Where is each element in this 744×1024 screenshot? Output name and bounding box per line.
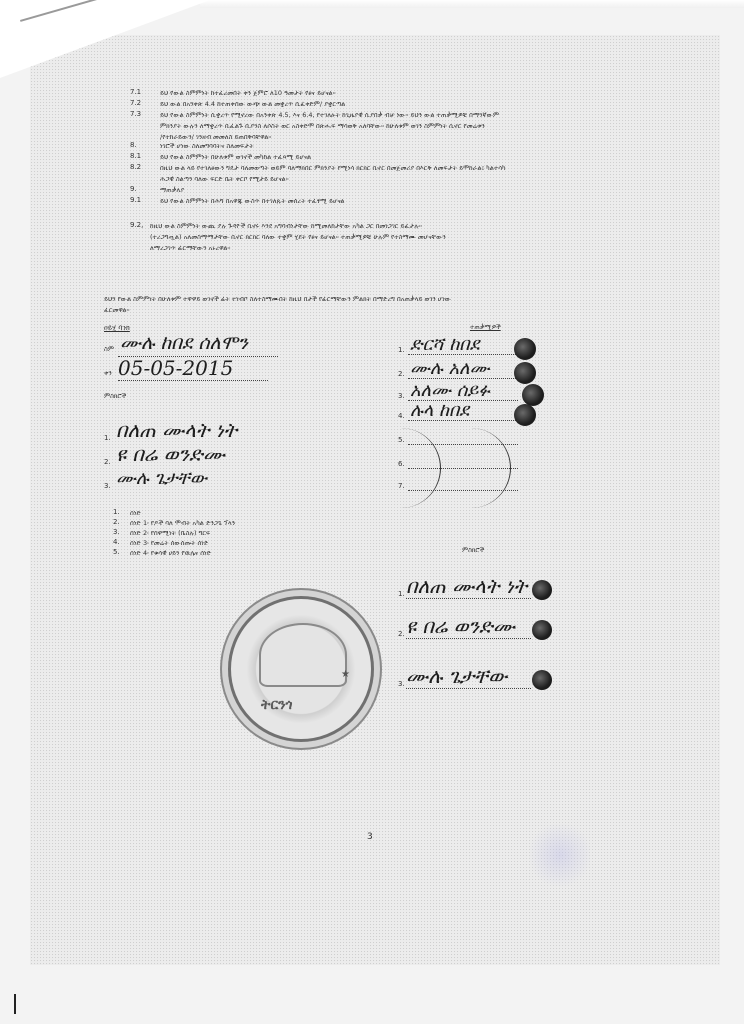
attachment-number: 1.: [113, 508, 120, 516]
clause-text-line: ይህ የውል ስምምነት ከተፈረመበት ቀን ጀምሮ ለ10 ዓመታት የፀና ይሆናል።: [160, 89, 336, 97]
clause-number: 7.2: [130, 99, 142, 107]
clause-number: 8.1: [130, 152, 142, 160]
thumbprint-icon: [532, 580, 552, 600]
contractor-number: 2.: [398, 370, 405, 378]
witness-signature: ዩ በሬ ወንድሙ: [406, 614, 515, 638]
contractor-number: 7.: [398, 482, 405, 490]
clause-number: 9.1: [130, 196, 142, 204]
clause-text-line: ሕጋዊ ስልጣን ባለው ፍርድ ቤት ቀርቦ የሚታይ ይሆናል።: [160, 175, 289, 183]
signature-line: [406, 638, 531, 639]
witnesses-title: ምስክሮች: [104, 392, 127, 400]
clause-9-2-line: ከዚህ ውል ስምምነት ውጪ ያሉ ጉዳዮች ቢኖሩ እንደ አግባብነታቸው ከሚመለከታቸው አካል ጋር በመነጋገር ይፈታሉ።: [150, 222, 422, 230]
clause-9-2-line: ለማረጋገጥ ፊርማቸውን አኑረዋል።: [150, 244, 231, 252]
contractor-number: 1.: [398, 346, 405, 354]
clause-number: 8.2: [130, 163, 142, 171]
contractor-number: 4.: [398, 412, 405, 420]
attachment-number: 3.: [113, 528, 120, 536]
date-label: ቀን: [104, 369, 112, 377]
attachment-number: 5.: [113, 548, 120, 556]
clause-number: 8.: [130, 141, 137, 149]
witness-number: 1.: [398, 590, 405, 598]
contractor-signature: ሉላ ከበደ: [410, 400, 470, 421]
seal-emblem: [259, 623, 347, 687]
official-seal-stamp: [228, 596, 374, 742]
signature-line: [406, 598, 531, 599]
witness-signature: ሙሉ ጌታቸው: [116, 468, 208, 489]
attachment-text: ሰነድ 3፡ የመሬት ሰውሰጡት ሰነድ: [130, 539, 209, 547]
clause-text-line: ይህ የውል ስምምነት ሲቋረጥ የሚኖረው በአንቀጽ 4.5, እና 6.4, የተገለፁት ከጊዜያዊ ሲያበቃ ብቻ ነው። ይህን ውል ተጠቃሚዎቹ በማንኛውም: [160, 111, 499, 119]
thumbprint-icon: [532, 670, 552, 690]
witness-signature: በለጠ ሙላት ነት: [116, 418, 238, 442]
clause-text-line: ይህ የውል ስምምነት በሁለቱም ወገኖች መካከል ተፈጻሚ ይሆናል: [160, 153, 312, 161]
clause-text-line: በዚህ ውል ላይ የተገለፀውን ግዴታ ባለመወጣት ወይም ባለማክበር ምክንያት የሚነሳ ክርክር ቢኖር በመጀመሪያ በእርቅ ለመፍታት ይሞከራል፤ ካልተሳካ: [160, 164, 506, 172]
attachment-text: ሰነድ: [130, 509, 141, 517]
contractor-number: 3.: [398, 392, 405, 400]
contractor-signature: ድርሻ ከበደ: [410, 334, 480, 355]
thumbprint-icon: [514, 338, 536, 360]
witness-number: 1.: [104, 434, 111, 442]
clause-9-2-line: (ተረጋግጧል) አለመስማማታቸው ቢኖር ክርክር ባለው ተቋም ሂደት የፀና ይሆናል። ተጠቃሚዎቹ ሁሉም የተስማሙ መሆናቸውን: [150, 233, 446, 241]
clause-number: 9.: [130, 185, 137, 193]
signature-line: [406, 688, 531, 689]
clause-text-line: ምክንያት ውሉን ለማቋረጥ ቢፈልጉ ቢያንስ ለሶስት ወር አስቀድሞ በጽሑፍ ማሳወቅ አለባቸው። ከሁለቱም ወገን ስምምነት ሲኖር የመሬቱን: [160, 122, 485, 130]
contractors-title: ተጠቃሚዎች: [470, 323, 501, 331]
clause-9-2-number: 9.2,: [130, 221, 144, 229]
closing-paragraph: ፈርመዋል።: [104, 306, 130, 314]
attachment-text: ሰነድ 4፡ የቁሳዊ ሀይን የዉሌና ሰነድ: [130, 549, 212, 557]
clause-text-line: ይህ ውል በአንቀጽ 4.4 ከተጠቀሰው ውጭ ውል መቋረጥ ሲፈቀድም/ ያቋርጣል: [160, 100, 346, 108]
seal-text: ትርንጎ: [261, 697, 293, 713]
clause-text-line: ማጠቃለያ: [160, 186, 185, 194]
thumbprint-icon: [514, 404, 536, 426]
witness-number: 2.: [398, 630, 405, 638]
paper-top-edge: [200, 0, 744, 8]
thumbprint-icon: [514, 362, 536, 384]
thumbprint-icon: [532, 620, 552, 640]
clause-text-line: ይህ የውል ስምምነት በሕግ በአዋጁ ውስጥ በተገለጹት መሰረት ተፈፃሚ ይሆናል: [160, 197, 345, 205]
witness-signature: ሙሉ ጌታቸው: [406, 664, 508, 688]
attachment-text: ሰነድ 2፡ የሰዋሚነት (ቤስሉ) ግርፍ: [130, 529, 211, 537]
clause-text-line: /የተከራይውን/ ገንዘብ መመለስ ይጠበቅባቸዋል።: [160, 133, 272, 141]
attachment-text: ሰነድ 1፡ የዶች ባለ ሞብት አካል ድንጋጌ ፕላን: [130, 519, 236, 527]
clause-text-line: ነገሮች ሆነው ስለመግባባትና ስለመፍታት: [160, 142, 254, 150]
signatory-title: ዐይሂ ባንክ: [104, 324, 130, 332]
contractor-signature: አለሙ ሰይፉ: [410, 380, 490, 401]
right-witnesses-title: ምስክሮች: [462, 546, 485, 554]
thumbprint-icon: [522, 384, 544, 406]
contractor-signature: ሙሉ አለሙ: [410, 358, 490, 379]
seal-star-icon: ★: [341, 669, 350, 680]
signatory-name-signature: ሙሉ ከበደ ሰለሞን: [120, 332, 249, 354]
page-number: 3: [367, 832, 373, 842]
name-label: ስም: [104, 345, 114, 353]
contractor-number: 5.: [398, 436, 405, 444]
clause-number: 7.3: [130, 110, 142, 118]
attachment-number: 4.: [113, 538, 120, 546]
witness-number: 2.: [104, 458, 111, 466]
ink-smudge: [530, 820, 590, 890]
witness-number: 3.: [398, 680, 405, 688]
contractor-number: 6.: [398, 460, 405, 468]
witness-number: 3.: [104, 482, 111, 490]
folded-corner: [0, 0, 210, 78]
closing-paragraph: ይህን የውል ስምምነት በሁለቱም ተዋዋይ ወገኖች ፊት ተነብቦ ስለተስማሙበት ከዚህ በታች የፊርማቸውን ምልክት በማድረግ በአጠቃላይ ወገን ሆነው: [104, 295, 452, 303]
signatory-date-signature: 05-05-2015: [118, 356, 234, 380]
attachment-number: 2.: [113, 518, 120, 526]
page-edge-mark: [14, 994, 16, 1014]
witness-signature: በለጠ ሙላት ነት: [406, 574, 528, 598]
witness-signature: ዩ በሬ ወንድሙ: [116, 442, 225, 466]
clause-number: 7.1: [130, 88, 142, 96]
date-line: [118, 380, 268, 381]
